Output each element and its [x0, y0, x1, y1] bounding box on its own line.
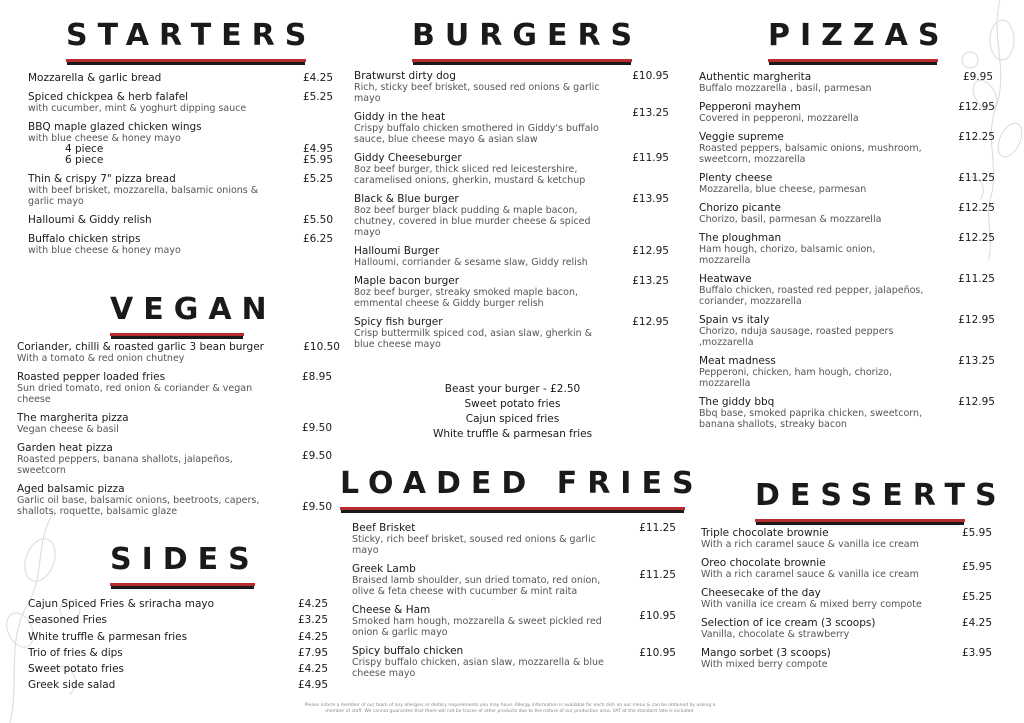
item-price: £11.25	[958, 172, 995, 184]
list-item	[699, 202, 995, 225]
list-item	[17, 483, 340, 517]
item-name: Seasoned Fries	[28, 614, 108, 627]
item-name: Maple bacon burger	[354, 275, 460, 287]
item-price: £9.50	[301, 450, 332, 462]
list-item	[17, 442, 340, 476]
extra-item: Beast your burger - £2.50	[444, 383, 581, 395]
item-name: Pepperoni mayhem	[699, 101, 801, 113]
item-price: £5.95	[961, 561, 992, 573]
item-description: Chorizo, nduja sausage, roasted peppers ,mozzarella	[699, 326, 894, 348]
item-description: With vanilla ice cream & mixed berry compote	[701, 599, 922, 610]
list-item	[699, 172, 995, 195]
item-price: £12.95	[632, 245, 669, 257]
sides-section	[28, 596, 328, 694]
item-name: Spicy buffalo chicken	[352, 645, 464, 657]
item-name: Authentic margherita	[699, 71, 812, 83]
item-price: £12.25	[958, 131, 995, 143]
item-price: £12.95	[958, 396, 995, 408]
list-item	[354, 152, 669, 186]
item-description: Bbq base, smoked paprika chicken, sweetcorn, banana shallots, streaky bacon	[699, 408, 923, 430]
item-price: £12.95	[958, 101, 995, 113]
vegan-heading: VEGAN	[110, 292, 244, 336]
item-name: The margherita pizza	[17, 412, 129, 424]
item-price: £5.25	[961, 591, 992, 603]
item-price: £12.25	[958, 232, 995, 244]
list-item	[28, 91, 333, 114]
item-price: £5.25	[302, 173, 333, 185]
item-name: Giddy Cheeseburger	[354, 152, 462, 164]
item-description: with cucumber, mint & yoghurt dipping sauce	[28, 103, 247, 114]
list-item	[699, 396, 995, 430]
list-item	[699, 273, 995, 307]
item-description: Smoked ham hough, mozzarella & sweet pickled red onion & garlic mayo	[352, 616, 602, 638]
item-price: £10.95	[632, 70, 669, 82]
desserts-heading: DESSERTS	[755, 478, 965, 522]
item-price: £9.50	[301, 422, 332, 434]
item-description: Roasted peppers, balsamic onions, mushroom, sweetcorn, mozzarella	[699, 143, 922, 165]
item-name: Roasted pepper loaded fries	[17, 371, 166, 383]
item-price: £12.95	[632, 316, 669, 328]
item-description: With a rich caramel sauce & vanilla ice cream	[701, 569, 919, 580]
item-price: £12.95	[958, 314, 995, 326]
item-name: Black & Blue burger	[354, 193, 459, 205]
item-description: 8oz beef burger black pudding & maple bacon, chutney, covered in blue murder cheese & spiced mayo	[354, 205, 591, 238]
list-item	[28, 645, 328, 661]
item-price: £13.25	[632, 275, 669, 287]
list-item	[28, 661, 328, 677]
portion-option	[28, 155, 333, 166]
item-name: The ploughman	[699, 232, 782, 244]
item-description: Crispy buffalo chicken smothered in Giddy's buffalo sauce, blue cheese mayo & asian slaw	[354, 123, 599, 145]
item-description: Garlic oil base, balsamic onions, beetroots, capers, shallots, roquette, balsamic glaze	[17, 495, 260, 517]
item-name: Cheesecake of the day	[701, 587, 821, 599]
item-name: Greek side salad	[28, 679, 116, 692]
item-price: £4.25	[297, 630, 328, 643]
item-description: Ham hough, chorizo, balsamic onion, mozzarella	[699, 244, 876, 266]
item-name: Giddy in the heat	[354, 111, 446, 123]
list-item	[354, 70, 669, 104]
item-name: Mango sorbet (3 scoops)	[701, 647, 831, 659]
item-description: Crisp buttermilk spiced cod, asian slaw, gherkin & blue cheese mayo	[354, 328, 593, 350]
item-price: £9.50	[301, 501, 332, 513]
item-price: £13.25	[958, 355, 995, 367]
item-name: White truffle & parmesan fries	[28, 630, 188, 643]
item-price: £5.95	[961, 527, 992, 539]
item-price: £11.25	[639, 522, 676, 534]
burgers-section	[354, 70, 669, 357]
loaded-fries-heading: LOADED FRIES	[340, 466, 685, 510]
item-description: Covered in pepperoni, mozzarella	[699, 113, 859, 124]
item-name: Veggie supreme	[699, 131, 784, 143]
vegan-section	[17, 341, 340, 524]
item-price: £9.95	[962, 71, 993, 83]
list-item	[354, 275, 669, 309]
item-description: With a rich caramel sauce & vanilla ice cream	[701, 539, 919, 550]
item-price: £13.25	[632, 107, 669, 119]
item-price: £11.25	[958, 273, 995, 285]
list-item	[354, 193, 669, 238]
burgers-heading: BURGERS	[412, 18, 632, 62]
item-description: Pepperoni, chicken, ham hough, chorizo, mozzarella	[699, 367, 893, 389]
item-name: Halloumi & Giddy relish	[28, 214, 152, 226]
item-description: Vegan cheese & basil	[17, 424, 119, 435]
item-price: £12.25	[958, 202, 995, 214]
pizzas-section	[699, 71, 995, 437]
item-name: The giddy bbq	[699, 396, 775, 408]
item-description: with beef brisket, mozzarella, balsamic onions & garlic mayo	[28, 185, 259, 207]
item-description: with blue cheese & honey mayo	[28, 133, 181, 144]
list-item	[28, 72, 333, 84]
item-price: £4.95	[302, 143, 333, 155]
list-item	[354, 316, 669, 350]
item-price: £11.25	[639, 569, 676, 581]
item-price: £5.25	[302, 91, 333, 103]
item-description: Buffalo chicken, roasted red pepper, jalapeños, coriander, mozzarella	[699, 285, 924, 307]
item-description: 8oz beef burger, thick sliced red leicestershire, caramelised onions, gherkin, mustard & ketchup	[354, 164, 586, 186]
item-description: With a tomato & red onion chutney	[17, 353, 185, 364]
item-description: 8oz beef burger, streaky smoked maple bacon, emmental cheese & Giddy burger relish	[354, 287, 579, 309]
allergy-disclaimer: Please inform a member of our team of any allergies or dietary requirements you may have. Allergy information is available for each dish on our menu & can be obtained by asking a member of staff. We cannot guarantee that there will not be traces of other products due to the nature of our production area. VAT at the standard rate is included.	[304, 703, 716, 714]
item-price: £8.95	[301, 371, 332, 383]
item-name: Cheese & Ham	[352, 604, 431, 616]
item-name: Aged balsamic pizza	[17, 483, 125, 495]
item-name: Buffalo chicken strips	[28, 233, 141, 245]
item-price: £5.95	[302, 154, 333, 166]
item-name: Trio of fries & dips	[28, 646, 123, 659]
item-name: Beef Brisket	[352, 522, 416, 534]
item-name: Triple chocolate brownie	[701, 527, 829, 539]
list-item	[699, 314, 995, 348]
item-name: Oreo chocolate brownie	[701, 557, 826, 569]
extra-item: White truffle & parmesan fries	[432, 428, 593, 440]
list-item	[28, 121, 333, 166]
item-name: Bratwurst dirty dog	[354, 70, 456, 82]
item-price: £5.50	[302, 214, 333, 226]
item-price: £3.95	[961, 647, 992, 659]
list-item	[17, 371, 340, 405]
list-item	[701, 527, 992, 550]
list-item	[701, 617, 992, 640]
item-name: Meat madness	[699, 355, 776, 367]
item-description: Roasted peppers, banana shallots, jalapeños, sweetcorn	[17, 454, 233, 476]
list-item	[28, 612, 328, 628]
item-name: Mozzarella & garlic bread	[28, 72, 162, 84]
item-price: £10.95	[639, 610, 676, 622]
item-description: Buffalo mozzarella , basil, parmesan	[699, 83, 872, 94]
desserts-section	[701, 527, 992, 677]
list-item	[701, 587, 992, 610]
extra-item: Sweet potato fries	[464, 398, 561, 410]
item-price: £4.25	[302, 72, 333, 84]
list-item	[28, 596, 328, 612]
item-price: £4.25	[297, 663, 328, 676]
item-description: With mixed berry compote	[701, 659, 828, 670]
sides-heading: SIDES	[110, 542, 255, 586]
item-price: £4.25	[961, 617, 992, 629]
portion-label: 4 piece	[65, 143, 104, 155]
item-name: Halloumi Burger	[354, 245, 440, 257]
list-item	[28, 677, 328, 693]
portion-label: 6 piece	[65, 154, 104, 166]
item-description: Chorizo, basil, parmesan & mozzarella	[699, 214, 882, 225]
item-description: Braised lamb shoulder, sun dried tomato, red onion, olive & feta cheese with cucumber & mint raita	[352, 575, 601, 597]
item-name: Cajun Spiced Fries & sriracha mayo	[28, 598, 215, 610]
loaded-fries-section	[352, 522, 676, 686]
list-item	[354, 245, 669, 268]
item-description: with blue cheese & honey mayo	[28, 245, 181, 256]
list-item	[352, 522, 676, 556]
item-name: Spain vs italy	[699, 314, 770, 326]
list-item	[699, 232, 995, 266]
list-item	[699, 355, 995, 389]
item-name: Coriander, chilli & roasted garlic 3 bean burger	[17, 341, 264, 353]
item-name: Chorizo picante	[699, 202, 781, 214]
starters-section	[28, 72, 333, 263]
list-item	[352, 563, 676, 597]
list-item	[699, 101, 995, 124]
item-name: Plenty cheese	[699, 172, 773, 184]
item-name: Spiced chickpea & herb falafel	[28, 91, 189, 103]
item-name: Selection of ice cream (3 scoops)	[701, 617, 876, 629]
list-item	[28, 629, 328, 645]
item-price: £7.95	[297, 646, 328, 659]
list-item	[17, 412, 340, 435]
item-price: £13.95	[632, 193, 669, 205]
item-price: £4.95	[297, 679, 328, 692]
item-description: Crispy buffalo chicken, asian slaw, mozzarella & blue cheese mayo	[352, 657, 604, 679]
item-description: Sticky, rich beef brisket, soused red onions & garlic mayo	[352, 534, 596, 556]
item-price: £10.95	[639, 647, 676, 659]
item-name: Greek Lamb	[352, 563, 416, 575]
list-item	[352, 645, 676, 679]
list-item	[28, 233, 333, 256]
item-name: Sweet potato fries	[28, 663, 125, 676]
item-price: £4.25	[297, 598, 328, 610]
list-item	[699, 71, 995, 94]
item-price: £10.50	[303, 341, 340, 353]
burger-extras	[400, 382, 625, 442]
item-name: Thin & crispy 7" pizza bread	[28, 173, 176, 185]
pizzas-heading: PIZZAS	[768, 18, 938, 62]
starters-heading: STARTERS	[66, 18, 306, 62]
list-item	[699, 131, 995, 165]
extra-item: Cajun spiced fries	[465, 413, 560, 425]
item-name: Garden heat pizza	[17, 442, 113, 454]
list-item	[28, 214, 333, 226]
list-item	[28, 173, 333, 207]
item-name: Spicy fish burger	[354, 316, 443, 328]
item-description: Halloumi, corriander & sesame slaw, Giddy relish	[354, 257, 588, 268]
list-item	[701, 557, 992, 580]
item-price: £3.25	[297, 614, 328, 627]
item-description: Mozzarella, blue cheese, parmesan	[699, 184, 867, 195]
item-description: Rich, sticky beef brisket, soused red onions & garlic mayo	[354, 82, 600, 104]
item-description: Vanilla, chocolate & strawberry	[701, 629, 850, 640]
item-name: Heatwave	[699, 273, 752, 285]
list-item	[701, 647, 992, 670]
list-item	[354, 107, 669, 145]
item-description: Sun dried tomato, red onion & coriander & vegan cheese	[17, 383, 253, 405]
list-item	[352, 604, 676, 638]
item-name: BBQ maple glazed chicken wings	[28, 121, 202, 133]
item-price: £11.95	[632, 152, 669, 164]
list-item	[17, 341, 340, 364]
item-price: £6.25	[302, 233, 333, 245]
